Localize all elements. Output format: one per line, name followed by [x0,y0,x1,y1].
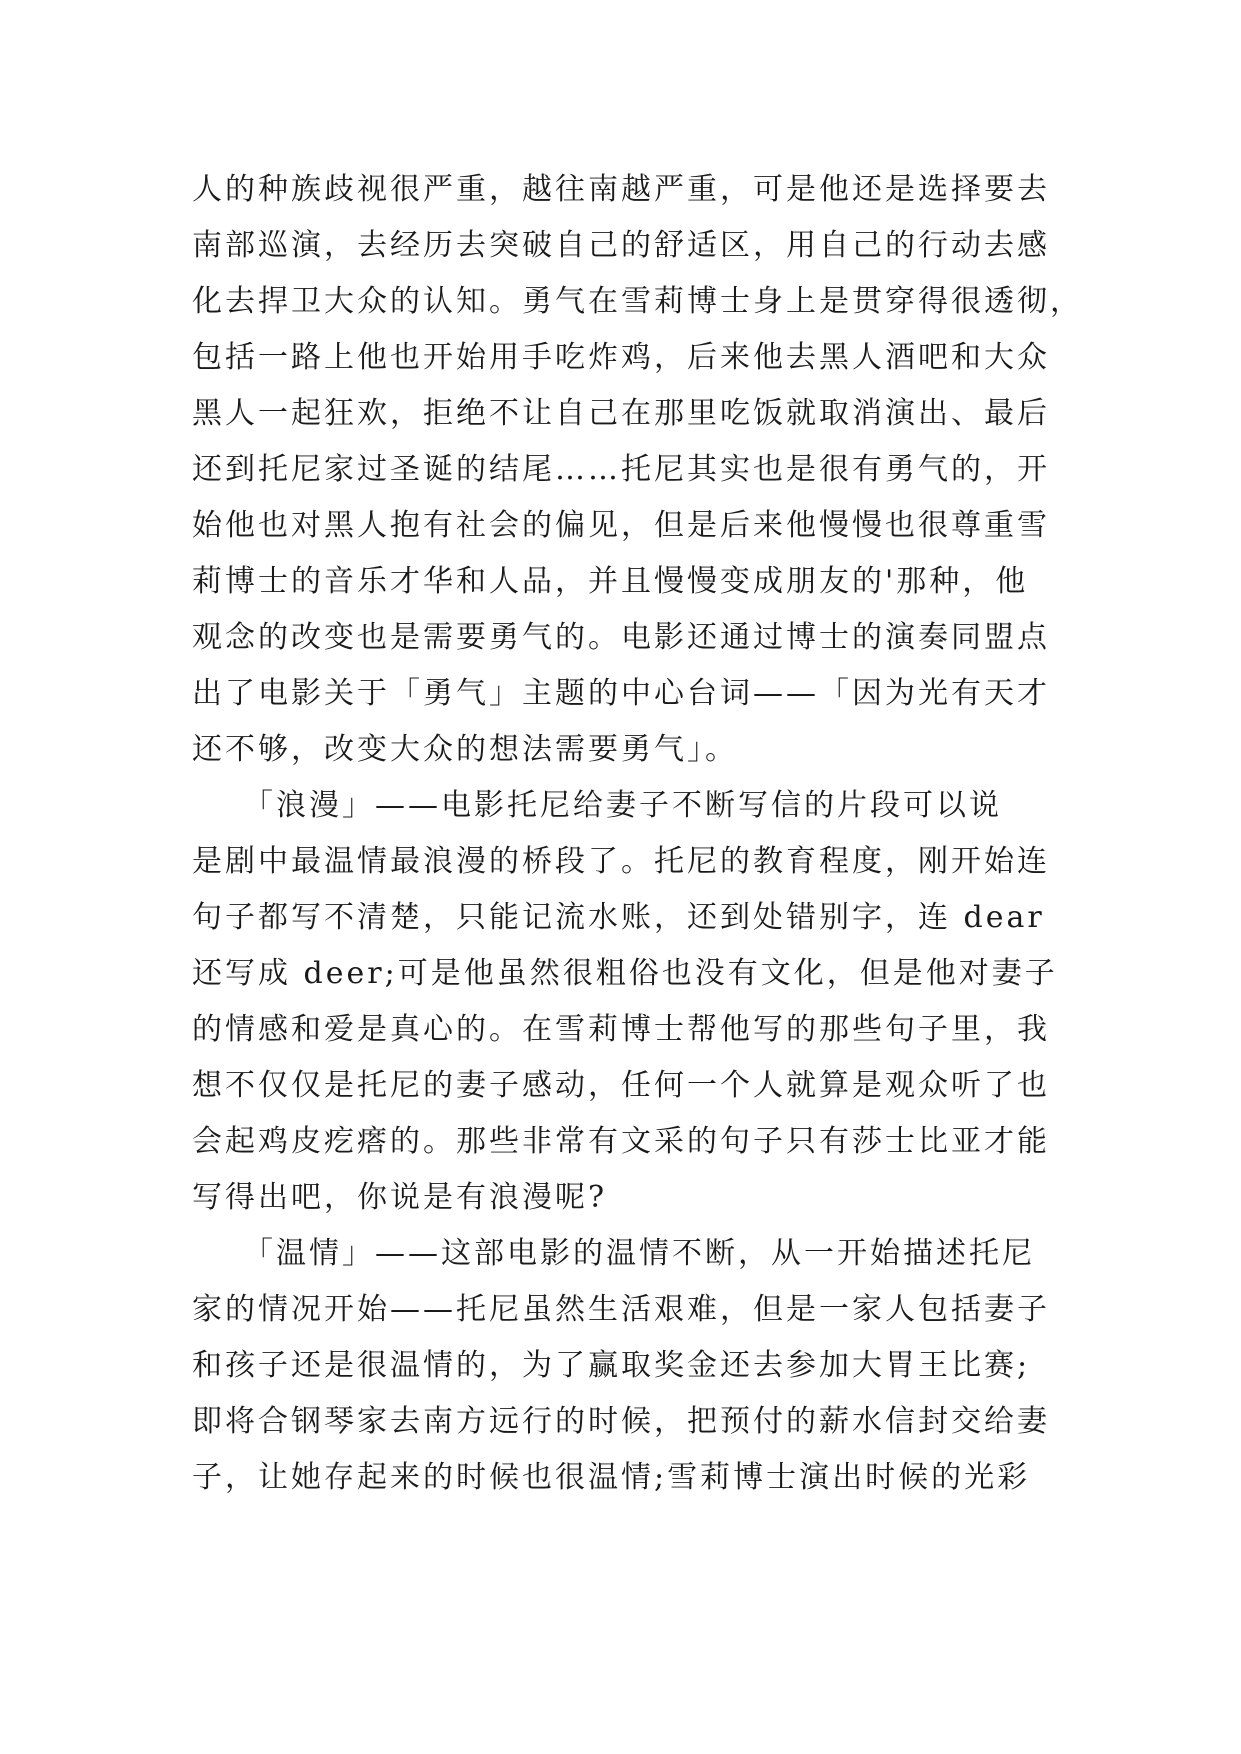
text-line: 黑人一起狂欢，拒绝不让自己在那里吃饭就取消演出、最后 [192,396,1050,431]
text-line: 写得出吧，你说是有浪漫呢? [192,1180,608,1215]
text-line: 莉博士的音乐才华和人品，并且慢慢变成朋友的'那种，他 [192,564,1029,599]
text-line: 家的情况开始——托尼虽然生活艰难，但是一家人包括妻子 [192,1292,1050,1327]
text-line: 包括一路上他也开始用手吃炸鸡，后来他去黑人酒吧和大众 [192,340,1050,375]
text-line: 会起鸡皮疙瘩的。那些非常有文采的句子只有莎士比亚才能 [192,1124,1050,1159]
body-text [192,162,1092,1506]
text-line: 和孩子还是很温情的，为了赢取奖金还去参加大胃王比赛; [192,1348,1031,1383]
text-line: 出了电影关于「勇气」主题的中心台词——「因为光有天才 [192,676,1050,711]
text-line: 子，让她存起来的时候也很温情;雪莉博士演出时候的光彩 [192,1460,1031,1495]
text-line: 始他也对黑人抱有社会的偏见，但是后来他慢慢也很尊重雪 [192,508,1050,543]
text-line: 化去捍卫大众的认知。勇气在雪莉博士身上是贯穿得很透彻， [192,284,1083,319]
text-line: 「温情」——这部电影的温情不断，从一开始描述托尼 [192,1236,1035,1271]
text-line: 即将合钢琴家去南方远行的时候，把预付的薪水信封交给妻 [192,1404,1050,1439]
text-line: 还写成 deer;可是他虽然很粗俗也没有文化，但是他对妻子 [192,956,1058,991]
text-line: 是剧中最温情最浪漫的桥段了。托尼的教育程度，刚开始连 [192,844,1050,879]
text-line: 还到托尼家过圣诞的结尾……托尼其实也是很有勇气的，开 [192,452,1050,487]
text-line: 观念的改变也是需要勇气的。电影还通过博士的演奏同盟点 [192,620,1050,655]
text-line: 想不仅仅是托尼的妻子感动，任何一个人就算是观众听了也 [192,1068,1050,1103]
text-line: 的情感和爱是真心的。在雪莉博士帮他写的那些句子里，我 [192,1012,1050,1047]
text-line: 还不够，改变大众的想法需要勇气」。 [192,732,738,767]
text-line: 南部巡演，去经历去突破自己的舒适区，用自己的行动去感 [192,228,1050,263]
text-line: 人的种族歧视很严重，越往南越严重，可是他还是选择要去 [192,172,1050,207]
text-line: 句子都写不清楚，只能记流水账，还到处错别字，连 dear [192,900,1045,935]
text-line: 「浪漫」——电影托尼给妻子不断写信的片段可以说 [192,788,1002,823]
